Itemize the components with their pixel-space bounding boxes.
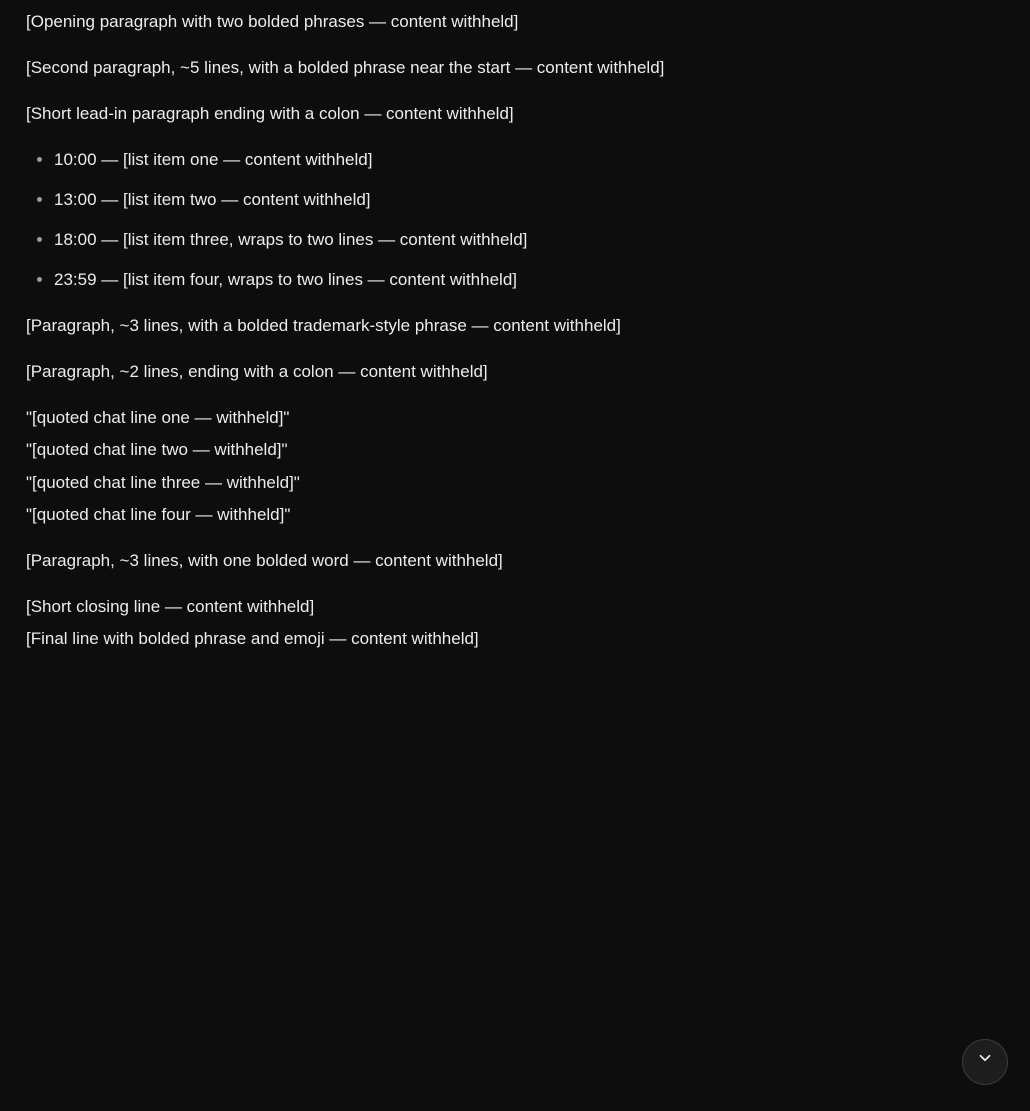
quote-line: "[quoted chat line four — withheld]" [26, 504, 291, 524]
quote-block [26, 404, 1004, 528]
paragraph: [Short lead-in paragraph ending with a colon — content withheld] [26, 104, 514, 124]
list-item: • 18:00 — [list item three, wraps to two lines — content withheld] [54, 226, 1004, 254]
paragraph: [Opening paragraph with two bolded phrases — content withheld] [26, 12, 519, 31]
quote-line: "[quoted chat line three — withheld]" [26, 472, 300, 492]
list-item: • 13:00 — [list item two — content withheld] [54, 186, 1004, 214]
paragraph: [Paragraph, ~3 lines, with one bolded word — content withheld] [26, 550, 503, 570]
bullet-list [26, 146, 1004, 294]
list-item: • 23:59 — [list item four, wraps to two lines — content withheld] [54, 266, 1004, 294]
list-item: • 10:00 — [list item one — content withheld] [54, 146, 1004, 174]
paragraph: [Paragraph, ~3 lines, with a bolded trademark-style phrase — content withheld] [26, 316, 621, 336]
quote-line: "[quoted chat line one — withheld]" [26, 408, 290, 428]
paragraph: [Second paragraph, ~5 lines, with a bolded phrase near the start — content withheld] [26, 58, 665, 78]
paragraph: [Short closing line — content withheld] [26, 596, 315, 616]
quote-line: "[quoted chat line two — withheld]" [26, 440, 288, 460]
paragraph: [Paragraph, ~2 lines, ending with a colon — content withheld] [26, 362, 488, 382]
paragraph: [Final line with bolded phrase and emoji — content withheld] [26, 628, 479, 648]
scroll-to-bottom-button[interactable] [962, 1039, 1008, 1085]
chevron-down-icon [976, 1048, 994, 1076]
